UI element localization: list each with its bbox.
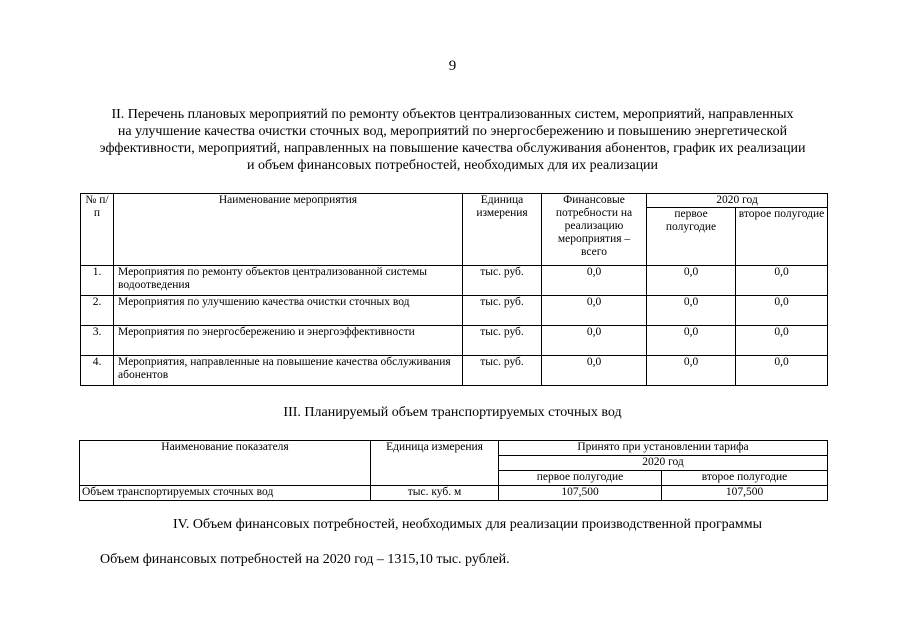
header-year: 2020 год bbox=[647, 194, 828, 208]
row-total: 0,0 bbox=[542, 326, 647, 356]
header-half2: второе полугодие bbox=[736, 208, 828, 266]
row-num: 4. bbox=[81, 356, 114, 386]
row-num: 2. bbox=[81, 296, 114, 326]
table-row bbox=[81, 326, 828, 356]
financial-summary: Объем финансовых потребностей на 2020 год – 1315,10 тыс. рублей. bbox=[100, 552, 510, 567]
header-half1: первое полугодие bbox=[647, 208, 736, 266]
row-name: Мероприятия по улучшению качества очистки сточных вод bbox=[114, 296, 463, 326]
table-row bbox=[81, 266, 828, 296]
row-half2: 0,0 bbox=[736, 296, 828, 326]
row-half2: 107,500 bbox=[662, 486, 828, 501]
table-row bbox=[81, 296, 828, 326]
row-num: 1. bbox=[81, 266, 114, 296]
header-name: Наименование мероприятия bbox=[114, 194, 463, 266]
header-finance: Финансовые потребности на реализацию мероприятия – всего bbox=[542, 194, 647, 266]
row-unit: тыс. куб. м bbox=[371, 486, 499, 501]
row-name: Мероприятия, направленные на повышение качества обслуживания абонентов bbox=[114, 356, 463, 386]
row-unit: тыс. руб. bbox=[463, 326, 542, 356]
row-half2: 0,0 bbox=[736, 266, 828, 296]
header-unit: Единица измерения bbox=[371, 441, 499, 486]
page-number: 9 bbox=[448, 58, 457, 74]
table-header-row bbox=[81, 194, 828, 208]
header-half2: второе полугодие bbox=[662, 471, 828, 486]
header-half1: первое полугодие bbox=[499, 471, 662, 486]
row-total: 0,0 bbox=[542, 296, 647, 326]
section-2-title bbox=[50, 106, 855, 174]
row-unit: тыс. руб. bbox=[463, 296, 542, 326]
section-4-title: IV. Объем финансовых потребностей, необходимых для реализации производственной программы bbox=[172, 517, 763, 532]
row-half1: 107,500 bbox=[499, 486, 662, 501]
row-half1: 0,0 bbox=[647, 356, 736, 386]
row-total: 0,0 bbox=[542, 266, 647, 296]
row-half1: 0,0 bbox=[647, 326, 736, 356]
row-half1: 0,0 bbox=[647, 296, 736, 326]
row-half2: 0,0 bbox=[736, 326, 828, 356]
table-header-row bbox=[80, 441, 828, 456]
section-2-title-line: II. Перечень плановых мероприятий по ремонту объектов централизованных систем, мероприятий, направленных bbox=[111, 107, 794, 122]
row-half2: 0,0 bbox=[736, 356, 828, 386]
volume-table bbox=[79, 440, 828, 501]
row-total: 0,0 bbox=[542, 356, 647, 386]
header-accepted: Принято при установлении тарифа bbox=[499, 441, 828, 456]
row-num: 3. bbox=[81, 326, 114, 356]
row-unit: тыс. руб. bbox=[463, 266, 542, 296]
row-indicator: Объем транспортируемых сточных вод bbox=[80, 486, 371, 501]
activities-table bbox=[80, 193, 828, 386]
table-row bbox=[81, 356, 828, 386]
header-num: № п/п bbox=[81, 194, 114, 266]
section-2-title-line: на улучшение качества очистки сточных вод, мероприятий по энергосбережению и повышению энергетической bbox=[117, 124, 788, 139]
header-indicator: Наименование показателя bbox=[80, 441, 371, 486]
section-3-title: III. Планируемый объем транспортируемых сточных вод bbox=[283, 405, 622, 420]
row-half1: 0,0 bbox=[647, 266, 736, 296]
row-name: Мероприятия по ремонту объектов централизованной системы водоотведения bbox=[114, 266, 463, 296]
section-2-title-line: эффективности, мероприятий, направленных на повышение качества обслуживания абонентов, график их реализации bbox=[99, 141, 806, 156]
header-year: 2020 год bbox=[499, 456, 828, 471]
row-name: Мероприятия по энергосбережению и энергоэффективности bbox=[114, 326, 463, 356]
row-unit: тыс. руб. bbox=[463, 356, 542, 386]
table-row bbox=[80, 486, 828, 501]
header-unit: Единица измерения bbox=[463, 194, 542, 266]
section-2-title-line: и объем финансовых потребностей, необходимых для их реализации bbox=[246, 158, 659, 173]
